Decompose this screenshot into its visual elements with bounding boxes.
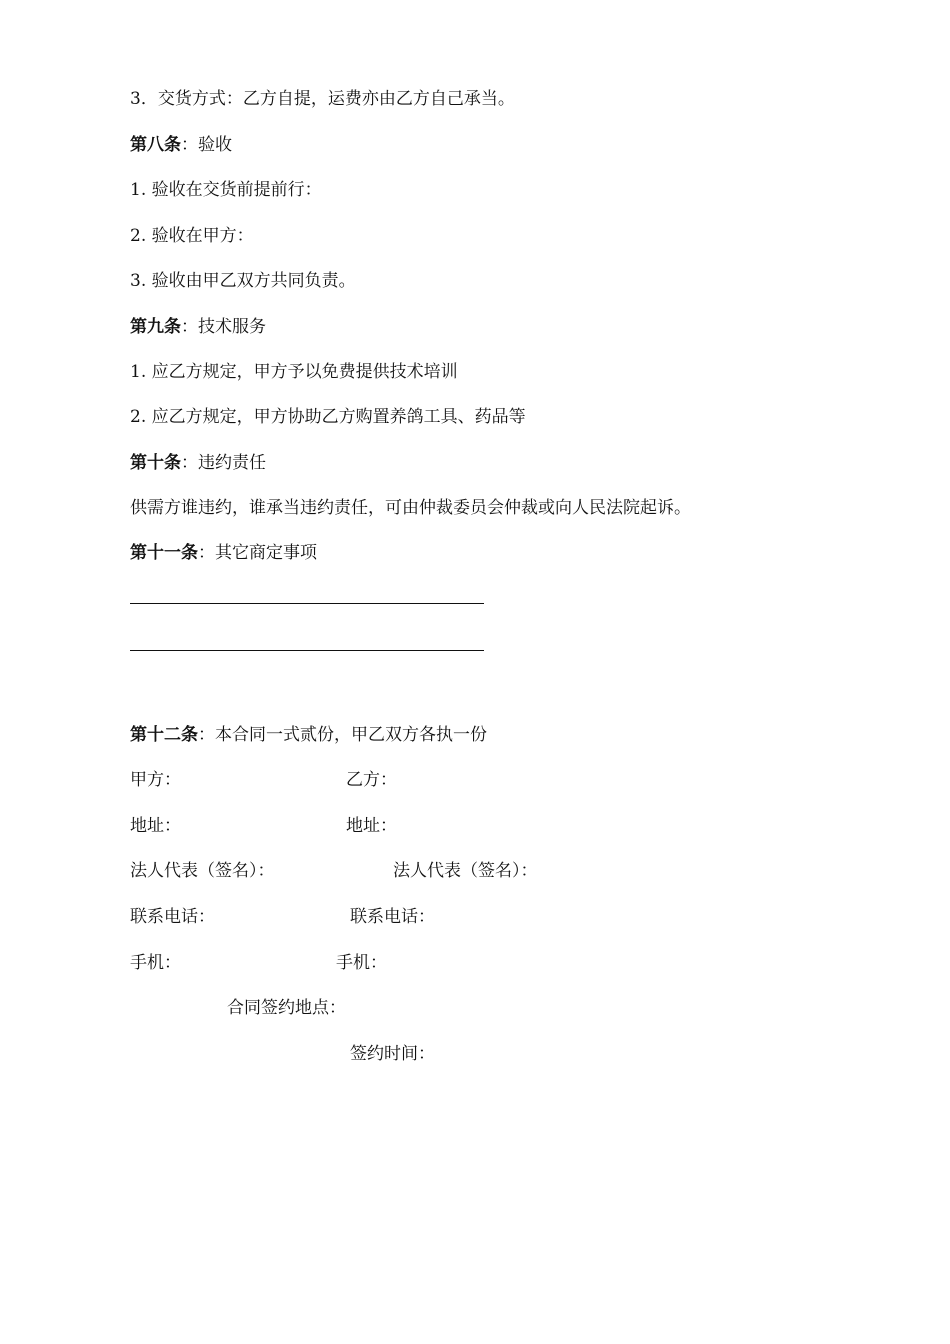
legal-rep-b-label: 法人代表（签名）：: [393, 861, 538, 881]
mobile-b-label: 手机：: [336, 953, 387, 973]
article-9-colon: ：: [181, 317, 198, 337]
article-9-item-1: 1. 应乙方规定，甲方予以免费提供技术培训: [130, 362, 458, 382]
article-10-title: 违约责任: [198, 453, 266, 473]
article-11-heading: [130, 542, 317, 564]
address-a-label: 地址：: [130, 816, 181, 836]
article-8-item-2: 2. 验收在甲方：: [130, 226, 254, 246]
article-10-body: 供需方谁违约，谁承当违约责任，可由仲裁委员会仲裁或向人民法院起诉。: [130, 498, 691, 518]
article-11-title: 其它商定事项: [215, 543, 317, 563]
article-12-colon: ：: [198, 725, 215, 745]
article-12-label: 第十二条: [130, 725, 198, 745]
signing-time-label: 签约时间：: [350, 1044, 435, 1064]
article-12-heading: [130, 724, 487, 746]
article-8-title: 验收: [198, 135, 232, 155]
article-8-item-3: 3. 验收由甲乙双方共同负责。: [130, 271, 356, 291]
article-10-label: 第十条: [130, 453, 181, 473]
blank-line-2: [130, 650, 484, 651]
article-9-title: 技术服务: [198, 317, 266, 337]
signing-place-label: 合同签约地点：: [227, 998, 346, 1018]
article-12-title: 本合同一式贰份，甲乙双方各执一份: [215, 725, 487, 745]
article-10-colon: ：: [181, 453, 198, 473]
article-10-heading: [130, 452, 266, 474]
article-9-heading: [130, 316, 266, 338]
party-b-label: 乙方：: [346, 770, 397, 790]
delivery-method-item: 3．交货方式：乙方自提，运费亦由乙方自己承当。: [130, 89, 515, 109]
article-8-colon: ：: [181, 135, 198, 155]
article-8-heading: [130, 134, 232, 156]
party-a-label: 甲方：: [130, 770, 181, 790]
article-11-label: 第十一条: [130, 543, 198, 563]
address-b-label: 地址：: [346, 816, 397, 836]
article-9-label: 第九条: [130, 317, 181, 337]
phone-a-label: 联系电话：: [130, 907, 215, 927]
article-11-colon: ：: [198, 543, 215, 563]
article-8-item-1: 1. 验收在交货前提前行：: [130, 180, 322, 200]
article-9-item-2: 2. 应乙方规定，甲方协助乙方购置养鸽工具、药品等: [130, 407, 526, 427]
phone-b-label: 联系电话：: [350, 907, 435, 927]
mobile-a-label: 手机：: [130, 953, 181, 973]
legal-rep-a-label: 法人代表（签名）：: [130, 861, 275, 881]
blank-line-1: [130, 603, 484, 604]
article-8-label: 第八条: [130, 135, 181, 155]
